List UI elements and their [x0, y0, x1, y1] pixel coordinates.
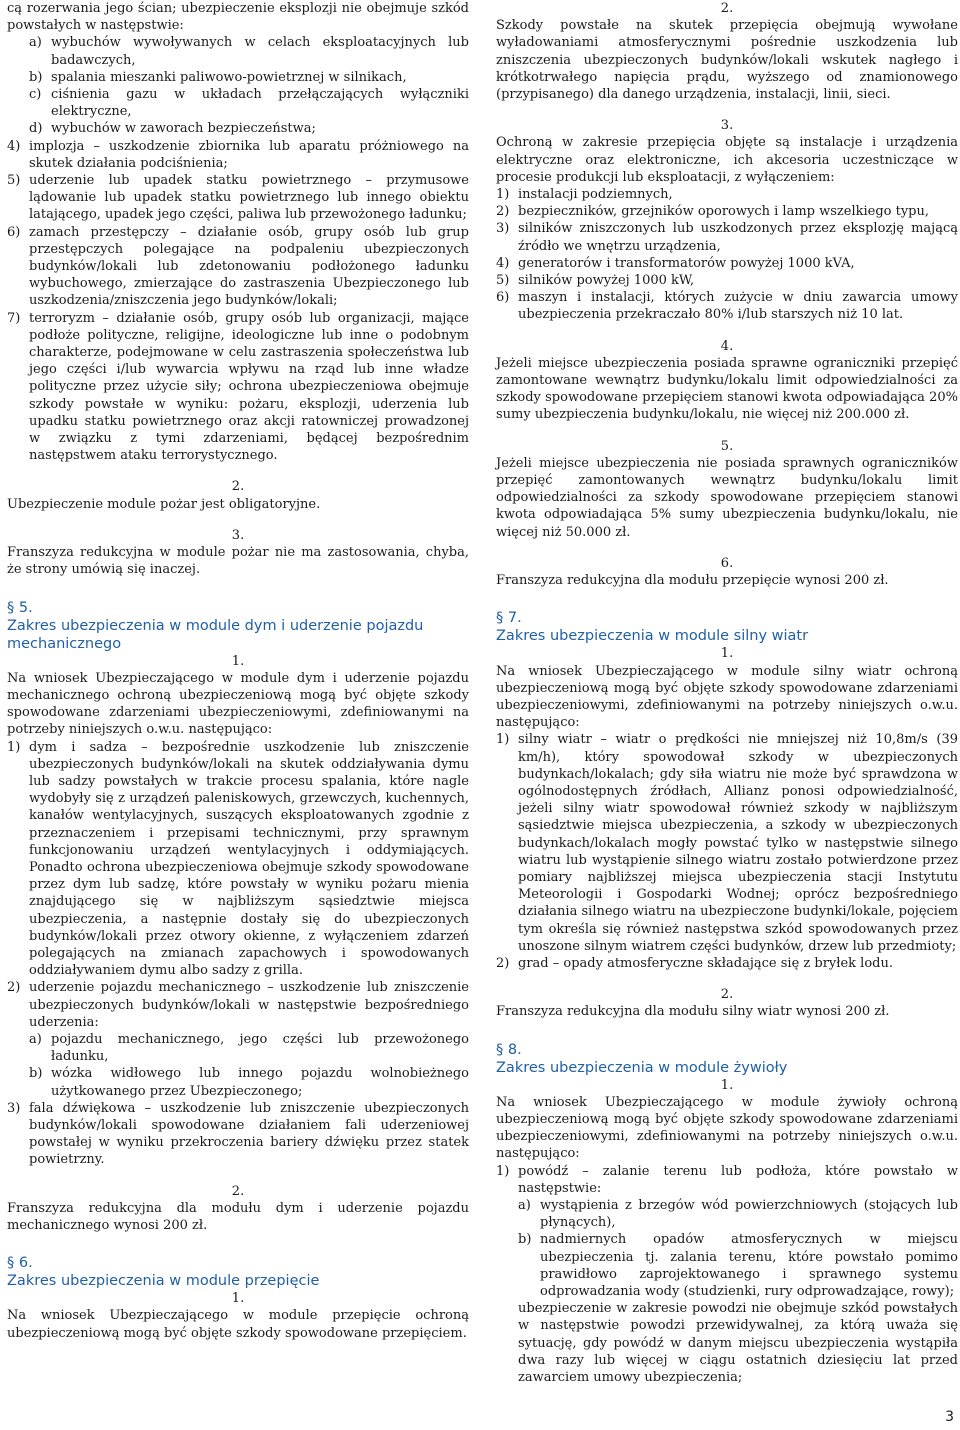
list-text: powódź – zalanie terenu lub podłoża, które powstało w następstwie: — [518, 1163, 958, 1196]
list-item — [7, 138, 469, 172]
list-item — [496, 731, 958, 955]
list-label: 3) — [496, 221, 510, 237]
list-text: ciśnienia gazu w układach przełączających wyłączniki elektryczne, — [51, 87, 469, 120]
clause-number: 3. — [231, 527, 245, 543]
page-number: 3 — [945, 1408, 954, 1425]
list-text: fala dźwiękowa – uszkodzenie lub zniszczenie ubezpieczonych budynków/lokali spowodowane działaniem fali uderzeniowej powstałej w wyniku przekroczenia bariery dźwięku przez statek powietrzny. — [29, 1100, 469, 1168]
list-item — [7, 224, 469, 310]
list-label: a) — [29, 35, 42, 51]
clause-text: Na wniosek Ubezpieczającego w module silny wiatr ochroną ubezpieczeniową mogą być objęte szkody spowodowane zdarzeniami ubezpieczeniowymi, zdefiniowanymi na potrzeby niniejszych o.w.u. następująco: — [496, 663, 958, 731]
clause-text: ubezpieczenie w zakresie powodzi nie obejmuje szkód powstałych w następstwie powodzi przewidywalnej, za którą uważa się sytuację, gdy powódź w danym miejscu ubezpieczenia wystąpiła dwa razy lub więcej w ciągu ostatnich dziesięciu lat przed zawarciem umowy ubezpieczenia; — [518, 1301, 958, 1386]
list-label: a) — [29, 1031, 42, 1047]
list-item — [7, 172, 469, 224]
list-text: terroryzm – działanie osób, grupy osób lub organizacji, mające podłoże polityczne, religijne, ideologiczne lub inne o podobnym charakterze, podejmowane w celu zastraszenia społeczeństwa lub jego części i/lub wywarcia wpływu na rząd lub inne władze polityczne przez użycie siły; ochrona ubezpieczeniowa obejmuje szkody powstałe w wyniku: pożaru, eksplozji, uderzenia lub upadku statku powietrznego oraz akcji ratowniczej prowadzonej w związku z tymi zdarzeniami, będącej bezpośrednim następstwem ataku terrorystycznego. — [29, 310, 469, 464]
section-heading-6 — [7, 1254, 469, 1290]
list-text: pojazdu mechanicznego, jego części lub przewożonego ładunku, — [51, 1031, 469, 1065]
list-item — [29, 69, 469, 86]
list-label: 3) — [7, 1100, 21, 1116]
list-label: a) — [518, 1197, 531, 1213]
list-label: b) — [29, 1066, 43, 1082]
list-item — [496, 1163, 958, 1197]
section-title: Zakres ubezpieczenia w module dym i uderzenie pojazdu mechanicznego — [7, 617, 424, 652]
list-label: 1) — [496, 732, 510, 748]
clause-number: 2. — [720, 1, 734, 16]
exclusion-list — [7, 34, 469, 137]
clause-number: 2. — [231, 1183, 245, 1199]
list-item — [496, 1231, 958, 1300]
list-text: wybuchów w zaworach bezpieczeństwa; — [51, 121, 316, 137]
list-text: maszyn i instalacji, których zużycie w dniu zawarcia umowy ubezpieczenia przekraczało 80% i/lub starszych niż 10 lat. — [518, 290, 958, 323]
clause-text: Ochroną w zakresie przepięcia objęte są instalacje i urządzenia elektryczne oraz elektroniczne, ich akcesoria uczestniczące w procesie produkcji lub eksploatacji, z wyłączeniem: — [496, 135, 958, 185]
list-label: c) — [29, 87, 42, 103]
clause-text: Franszyza redukcyjna w module pożar nie ma zastosowania, chyba, że strony umówią się inaczej. — [7, 545, 469, 578]
clause-text: Jeżeli miejsce ubezpieczenia posiada sprawne ograniczniki przepięć zamontowane wewnątrz budynku/lokalu limit odpowiedzialności za szkody spowodowane przepięciem stanowi kwota odpowiadająca 20% sumy ubezpieczenia budynku/lokalu, nie więcej niż 200.000 zł. — [496, 355, 958, 423]
list-text: uderzenie lub upadek statku powietrznego – przymusowe lądowanie lub upadek statku powietrznego lub innego obiektu latającego, upadek jego części, paliwa lub przewożonego ładunku; — [29, 173, 469, 223]
list-text: uderzenie pojazdu mechanicznego – uszkodzenie lub zniszczenie ubezpieczonych budynków/lokali w następstwie bezpośredniego uderzenia: — [29, 980, 469, 1030]
list-item — [496, 255, 958, 272]
list-item — [7, 1100, 469, 1169]
list-item — [7, 1031, 469, 1065]
clause-text: Franszyza redukcyjna dla modułu silny wiatr wynosi 200 zł. — [496, 1004, 890, 1020]
clause-number: 2. — [231, 479, 245, 495]
list-label: 6) — [7, 224, 21, 240]
section-heading-8 — [496, 1041, 958, 1077]
clause-number: 2. — [720, 987, 734, 1003]
list-item — [7, 739, 469, 980]
list-label: 5) — [496, 273, 510, 289]
clause-text: Ubezpieczenie module pożar jest obligatoryjne. — [7, 496, 321, 512]
list-text: spalania mieszanki paliwowo-powietrznej w silnikach, — [51, 69, 407, 85]
list-text: generatorów i transformatorów powyżej 1000 kVA, — [518, 255, 855, 271]
list-text: wystąpienia z brzegów wód powierzchniowych (stojących lub płynących), — [540, 1197, 958, 1231]
list-label: 1) — [7, 739, 21, 755]
list-label: 1) — [496, 187, 510, 203]
list-label: 4) — [7, 138, 21, 154]
list-label: 5) — [7, 173, 21, 189]
list-item — [496, 289, 958, 323]
list-label: b) — [518, 1232, 532, 1248]
clause-text: Franszyza redukcyjna dla modułu dym i uderzenie pojazdu mechanicznego wynosi 200 zł. — [7, 1200, 469, 1233]
clause-number: 1. — [720, 1077, 734, 1093]
clause-text: Jeżeli miejsce ubezpieczenia nie posiada sprawnych ograniczników przepięć zamontowanych wewnątrz budynku/lokalu limit odpowiedzialności za szkody spowodowane przepięciem stanowi kwota odpowiadająca 5% sumy ubezpieczenia budynku/lokalu, nie więcej niż 50.000 zł. — [496, 455, 958, 540]
section-heading-5 — [7, 599, 469, 653]
clause-text: Na wniosek Ubezpieczającego w module dym i uderzenie pojazdu mechanicznego ochroną ubezpieczeniową mogą być objęte szkody spowodowane zdarzeniami ubezpieczeniowymi, zdefiniowanymi na potrzeby niniejszych o.w.u. następująco: — [7, 670, 469, 738]
list-text: instalacji podziemnych, — [518, 187, 673, 203]
list-text: bezpieczników, grzejników oporowych i lamp wszelkiego typu, — [518, 204, 930, 220]
right-column — [496, 0, 958, 1386]
list-text: wózka widłowego lub innego pojazdu wolnobieżnego użytkowanego przez Ubezpieczonego; — [51, 1066, 469, 1099]
list-text: silników zniszczonych lub uszkodzonych przez eksplozję mającą źródło we wnętrzu urządzenia, — [518, 221, 958, 254]
list-label: 2) — [7, 980, 21, 996]
section-title: Zakres ubezpieczenia w module silny wiatr — [496, 628, 809, 645]
list-text: dym i sadza – bezpośrednie uszkodzenie lub zniszczenie ubezpieczonych budynków/lokali na skutek oddziaływania dymu lub sadzy powstałych w trakcie procesu spalania, które nagle wydobyły się z urządzeń paleniskowych, grzewczych, kuchennych, kanałów wentylacyjnych, suszących eksploatowanych zgodnie z przeznaczeniem i przepisami technicznymi, przy sprawnym funkcjonowaniu urządzeń wentylacyjnych i oddymiających. Ponadto ochrona ubezpieczeniowa obejmuje szkody spowodowane przez dym lub sadzę, które powstały w wyniku pożaru mienia znajdującego się w najbliższym sąsiedztwie miejsca ubezpieczenia, a następnie dostały się do ubezpieczonych budynków/lokali przez otwory okienne, z wyłączeniem zdarzeń polegających na zmianach zapachowych i spowodowanych oddziaływaniem dymu albo sadzy z grilla. — [29, 739, 469, 979]
list-text: implozja – uszkodzenie zbiornika lub aparatu próżniowego na skutek działania podciśnienia; — [29, 138, 469, 171]
list-text: nadmiernych opadów atmosferycznych w miejscu ubezpieczenia tj. zalania terenu, które powstało pomimo prawidłowo zaprojektowanego i sprawnego systemu odprowadzania wody (studzienki, rury odprowadzające, rowy); — [540, 1232, 958, 1299]
clause-number: 1. — [231, 653, 245, 669]
clause-text: Na wniosek Ubezpieczającego w module przepięcie ochroną ubezpieczeniową mogą być objęte szkody spowodowane przepięciem. — [7, 1308, 469, 1341]
list-text: zamach przestępczy – działanie osób, grupy osób lub grup przestępczych polegające na podpaleniu ubezpieczonych budynków/lokali lub zdetonowaniu podłożonego ładunku wybuchowego, zmierzające do zastraszenia Ubezpieczonego lub uszkodzenia/zniszczenia jego budynków/lokali; — [29, 224, 469, 309]
list-item — [7, 979, 469, 1031]
left-column — [7, 0, 469, 1342]
section-number: § 8. — [496, 1041, 522, 1058]
clause-text: Na wniosek Ubezpieczającego w module żywioły ochroną ubezpieczeniową mogą być objęte szkody spowodowane zdarzeniami ubezpieczeniowymi, zdefiniowanymi na potrzeby niniejszych o.w.u. następująco: — [496, 1094, 958, 1162]
list-label: 6) — [496, 290, 510, 306]
clause-number: 5. — [720, 438, 734, 454]
list-item — [29, 120, 469, 137]
list-label: 2) — [496, 204, 510, 220]
section-heading-7 — [496, 609, 958, 645]
list-text: wybuchów wywoływanych w celach eksploatacyjnych lub badawczych, — [51, 35, 469, 68]
clause-text: Franszyza redukcyjna dla modułu przepięcie wynosi 200 zł. — [496, 573, 889, 589]
list-item — [496, 272, 958, 289]
list-label: d) — [29, 121, 43, 137]
clause-number: 1. — [231, 1291, 245, 1307]
clause-number: 1. — [720, 646, 734, 662]
section-number: § 6. — [7, 1255, 33, 1272]
list-item — [496, 1197, 958, 1231]
list-item — [496, 955, 958, 972]
list-text: silników powyżej 1000 kW, — [518, 273, 695, 289]
section-title: Zakres ubezpieczenia w module przepięcie — [7, 1273, 320, 1290]
clause-number: 6. — [720, 555, 734, 571]
section-title: Zakres ubezpieczenia w module żywioły — [496, 1059, 788, 1076]
list-label: 2) — [496, 955, 510, 971]
list-item — [496, 203, 958, 220]
list-item — [7, 310, 469, 465]
list-label: 4) — [496, 255, 510, 271]
list-text: silny wiatr – wiatr o prędkości nie mniejszej niż 10,8m/s (39 km/h), który spowodował szkody w ubezpieczonych budynkach/lokalach; gdy siła wiatru nie może być sprawdzona w ogólnodostępnych źródłach, Allianz ponosi odpowiedzialność, jeżeli silny wiatr spowodował również szkody w najbliższym sąsiedztwie miejsca ubezpieczenia, a szkody w ubezpieczonych budynkach/lokalach mogły powstać tylko w następstwie silnego wiatru lub wystąpienie silnego wiatru zostało potwierdzone przez pomiary najbliższej miejsca ubezpieczenia stacji Instytutu Meteorologii i Gospodarki Wodnej; oprócz bezpośredniego działania silnego wiatru na ubezpieczone budynki/lokale, pojęciem tym określa się również następstwa szkód spowodowanych przez unoszone silnym wiatrem części budynków, drzew lub przedmioty; — [518, 732, 958, 954]
section-number: § 7. — [496, 610, 522, 627]
intro-paragraph: cą rozerwania jego ścian; ubezpieczenie eksplozji nie obejmuje szkód powstałych w następstwie: — [7, 1, 469, 34]
clause-number: 3. — [720, 118, 734, 134]
clause-text: Szkody powstałe na skutek przepięcia obejmują wywołane wyładowaniami atmosferycznymi pośrednie uszkodzenia lub zniszczenia ubezpieczonych budynków/lokali wskutek nagłego i krótkotrwałego napięcia prądu, wyższego od znamionowego (przypisanego) dla danego urządzenia, instalacji, linii, sieci. — [496, 18, 958, 103]
list-label: b) — [29, 69, 43, 85]
list-item — [7, 1065, 469, 1099]
list-item — [29, 34, 469, 68]
list-item — [29, 86, 469, 120]
list-item — [496, 186, 958, 203]
list-label: 1) — [496, 1163, 510, 1179]
list-text: grad – opady atmosferyczne składające się z bryłek lodu. — [518, 955, 893, 971]
list-label: 7) — [7, 310, 21, 326]
section-number: § 5. — [7, 599, 33, 616]
clause-number: 4. — [720, 338, 734, 354]
list-item — [496, 220, 958, 254]
